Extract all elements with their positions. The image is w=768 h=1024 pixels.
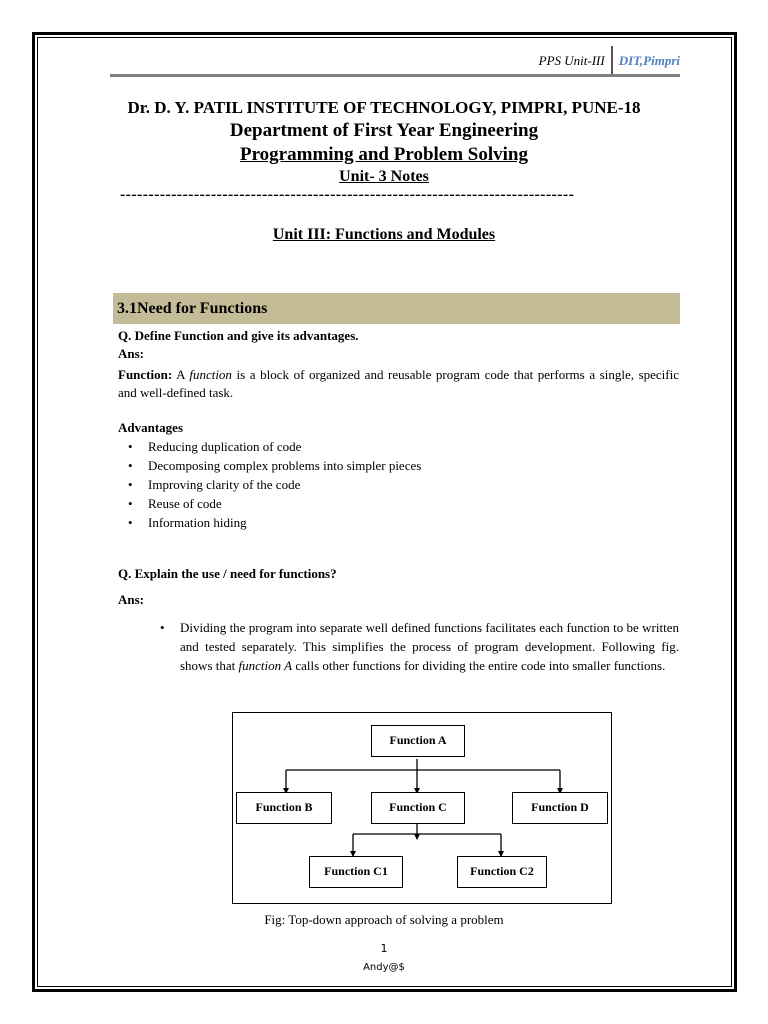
- list-item: • Information hiding: [118, 513, 679, 532]
- explanation-text-a: Dividing the program into separate well defined functions facilitates each function to be written and tested separately. This simplifies the process of program development. Following fig. shows that: [180, 620, 679, 673]
- advantages-heading: Advantages: [118, 420, 184, 435]
- header-rule: [110, 74, 680, 77]
- function-definition: [118, 366, 679, 402]
- section-heading: 3.1Need for Functions: [113, 293, 680, 324]
- need-explanation: [160, 618, 679, 675]
- answer-label-2: Ans:: [118, 592, 145, 607]
- header-unit: PPS Unit-III: [538, 53, 605, 68]
- notes-title: Unit- 3 Notes: [339, 168, 429, 185]
- explanation-text-b: calls other functions for dividing the entire code into smaller functions.: [295, 658, 666, 673]
- box-function-d: Function D: [512, 792, 608, 824]
- dashed-separator: --------------------------------------------------------------------------------: [120, 186, 575, 203]
- top-down-diagram: [232, 712, 612, 904]
- definition-a: A: [176, 367, 185, 382]
- list-item: • Reuse of code: [118, 494, 679, 513]
- question-1: Q. Define Function and give its advantages.: [118, 328, 359, 343]
- box-function-c: Function C: [371, 792, 465, 824]
- footer-signature: Andy@$: [363, 962, 405, 973]
- list-item: • Reducing duplication of code: [118, 437, 679, 456]
- explanation-italic: function A: [238, 658, 293, 673]
- advantages-list-wrap: [118, 437, 679, 532]
- question-2: Q. Explain the use / need for functions?: [118, 566, 337, 581]
- box-function-b: Function B: [236, 792, 332, 824]
- bullet-dot: •: [160, 620, 165, 635]
- answer-label-1: Ans:: [118, 346, 145, 361]
- box-function-a: Function A: [371, 725, 465, 757]
- definition-term: Function:: [118, 367, 173, 382]
- list-item: • Improving clarity of the code: [118, 475, 679, 494]
- running-header: [539, 50, 680, 74]
- box-function-c2: Function C2: [457, 856, 547, 888]
- header-college: DIT,Pimpri: [618, 53, 680, 68]
- unit-heading: Unit III: Functions and Modules: [272, 226, 496, 243]
- department-title: Department of First Year Engineering: [229, 120, 539, 141]
- course-title: Programming and Problem Solving: [239, 144, 528, 165]
- definition-text: is a block of organized and reusable program code that performs a single, specific and well-defined task.: [118, 367, 679, 400]
- page-number: 1: [380, 942, 388, 955]
- box-function-c1: Function C1: [309, 856, 403, 888]
- institute-title: Dr. D. Y. PATIL INSTITUTE OF TECHNOLOGY, PIMPRI, PUNE-18: [127, 98, 641, 117]
- list-item: • Decomposing complex problems into simpler pieces: [118, 456, 679, 475]
- figure-caption: Fig: Top-down approach of solving a problem: [264, 912, 504, 927]
- definition-italic: function: [189, 367, 232, 382]
- advantages-list: [118, 437, 679, 532]
